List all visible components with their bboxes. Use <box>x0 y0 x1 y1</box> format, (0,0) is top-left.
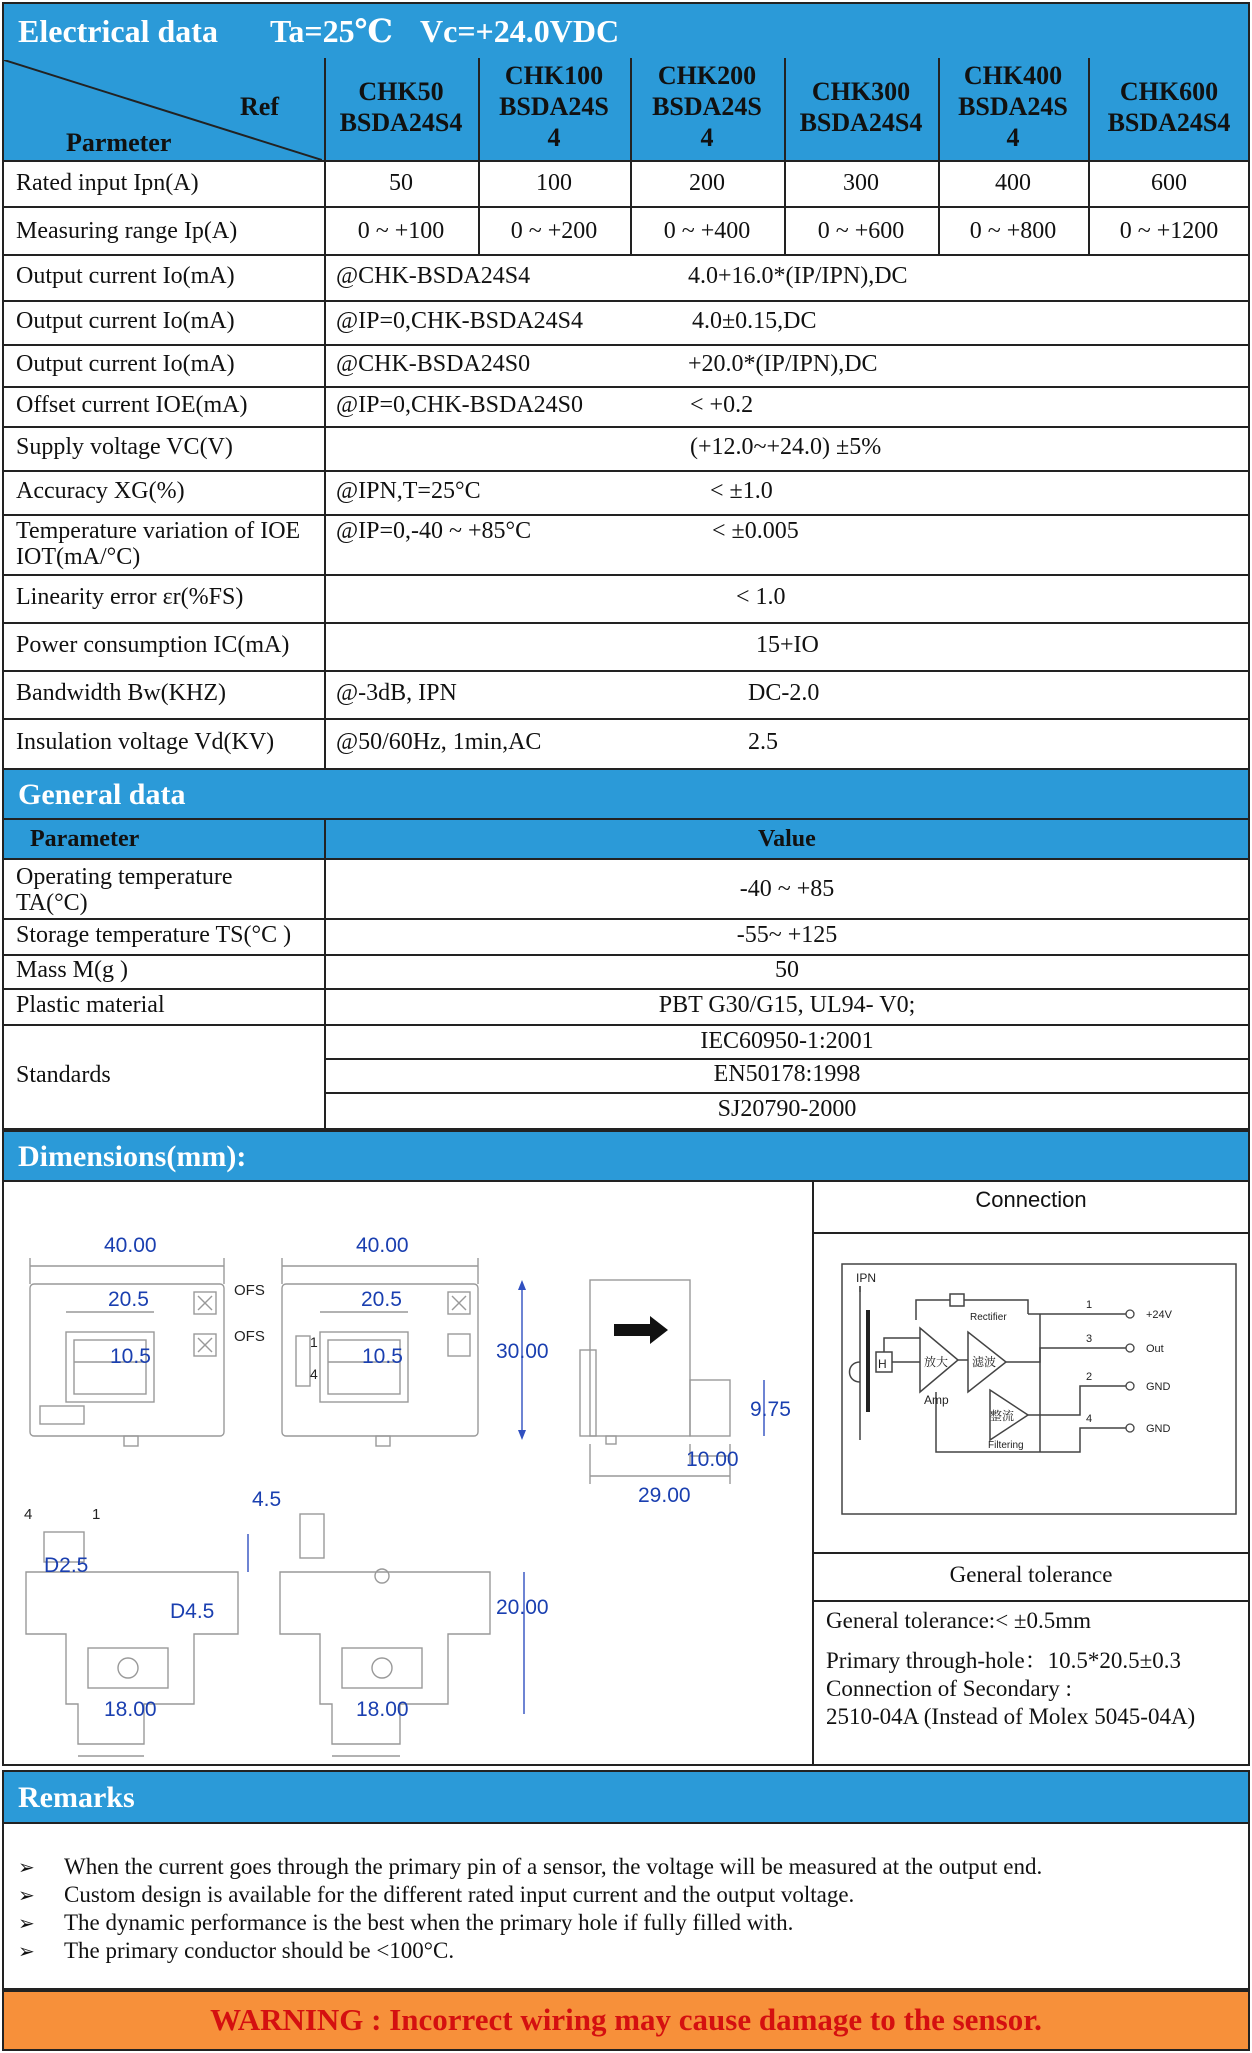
spec-row-condition: @IP=0,CHK-BSDA24S0 <box>336 392 584 418</box>
storage-temp-value: -55~ +125 <box>736 922 838 948</box>
dim-10-5-left: 10.5 <box>110 1345 151 1368</box>
dim-pin-4: 4 <box>24 1506 33 1523</box>
spec-row-value: (+12.0~+24.0) ±5% <box>690 434 882 460</box>
remark-text: The dynamic performance is the best when the primary hole if fully filled with. <box>64 1910 794 1935</box>
spec-row-condition: @IP=0,CHK-BSDA24S4 <box>336 308 584 334</box>
dim-ofs-2: OFS <box>234 1328 265 1345</box>
model-header-line: BSDA24S4 <box>799 108 923 137</box>
model-header-line: 4 <box>1006 123 1020 152</box>
circuit-pin-4: 4 <box>1086 1413 1093 1425</box>
spec-row-value: < +0.2 <box>690 392 754 418</box>
tolerance-line-3: Connection of Secondary : <box>826 1676 1072 1701</box>
measuring-range-value: 0 ~ +1200 <box>1119 218 1219 244</box>
electrical-title: Electrical data <box>18 13 218 49</box>
circuit-terminal-24v: +24V <box>1146 1309 1172 1321</box>
circuit-filt-cn: 整流 <box>990 1409 1015 1423</box>
dim-20: 20.00 <box>496 1596 549 1619</box>
dim-d4-5: D4.5 <box>170 1600 215 1623</box>
dim-ofs-1: OFS <box>234 1282 265 1299</box>
general-title-bar <box>2 768 1250 820</box>
corner-ref-label: Ref <box>240 92 279 121</box>
circuit-rectifier: Rectifier <box>970 1312 1007 1323</box>
standard-item: SJ20790-2000 <box>717 1096 857 1122</box>
spec-row-label-2: IOT(mA/°C) <box>16 544 141 570</box>
measuring-range-value: 0 ~ +100 <box>357 218 445 244</box>
dim-20-5-left: 20.5 <box>108 1288 149 1311</box>
connection-schematic <box>840 1262 1240 1522</box>
circuit-terminal-out: Out <box>1146 1343 1164 1355</box>
plastic-material-label: Plastic material <box>16 992 165 1018</box>
spec-row-condition: @-3dB, IPN <box>336 680 457 706</box>
rated-input-value: 50 <box>389 170 413 196</box>
spec-row-value: < 1.0 <box>736 584 786 610</box>
general-header-row <box>2 820 1250 860</box>
circuit-pin-3: 3 <box>1086 1333 1093 1345</box>
dim-18-left: 18.00 <box>104 1698 157 1721</box>
dim-pin-1: 1 <box>92 1506 101 1523</box>
circuit-terminal-gnd1: GND <box>1146 1381 1171 1393</box>
dim-40-right: 40.00 <box>356 1234 409 1257</box>
warning-text: WARNING : Incorrect wiring may cause damage to the sensor. <box>210 2002 1042 2037</box>
mass-label: Mass M(g ) <box>16 957 128 983</box>
remark-text: When the current goes through the primary pin of a sensor, the voltage will be measured at the output end. <box>64 1854 1043 1879</box>
spec-row-label: Power consumption IC(mA) <box>16 632 290 658</box>
dim-20-5-right: 20.5 <box>361 1288 402 1311</box>
spec-row-label: Output current Io(mA) <box>16 308 235 334</box>
remark-item <box>18 1938 454 1964</box>
dim-10: 10.00 <box>686 1448 739 1471</box>
model-header <box>938 60 1088 153</box>
spec-row-value: 4.0+16.0*(IP/IPN),DC <box>688 263 908 289</box>
remark-item <box>18 1910 793 1936</box>
dimensions-title-bar <box>2 1130 1250 1182</box>
dim-30: 30.00 <box>496 1340 549 1363</box>
model-header-line: BSDA24S4 <box>339 108 463 137</box>
model-header-line: CHK600 <box>1119 77 1219 106</box>
spec-row-value: < ±0.005 <box>712 518 799 544</box>
measuring-range-value: 0 ~ +400 <box>663 218 751 244</box>
standards-label: Standards <box>16 1062 111 1088</box>
remark-text: Custom design is available for the different rated input current and the output voltage. <box>64 1882 855 1907</box>
model-header-line: CHK50 <box>358 77 444 106</box>
rated-input-label: Rated input Ipn(A) <box>16 170 199 196</box>
tolerance-line-1: General tolerance:< ±0.5mm <box>826 1608 1092 1633</box>
spec-row-label: Temperature variation of IOE <box>16 518 301 544</box>
spec-row-label: Supply voltage VC(V) <box>16 434 233 460</box>
model-header-line: CHK400 <box>963 61 1063 90</box>
circuit-pin-1: 1 <box>1086 1299 1093 1311</box>
dim-4-5: 4.5 <box>252 1488 282 1511</box>
model-header-line: BSDA24S4 <box>1107 108 1231 137</box>
general-col-value: Value <box>758 826 816 852</box>
spec-row-label: Output current Io(mA) <box>16 263 235 289</box>
plastic-material-value: PBT G30/G15, UL94- V0; <box>658 992 916 1018</box>
circuit-filtering: Filtering <box>988 1440 1024 1451</box>
remark-item <box>18 1882 854 1908</box>
spec-row-condition: @50/60Hz, 1min,AC <box>336 729 542 755</box>
model-header <box>784 76 938 138</box>
general-title: General data <box>18 778 186 811</box>
model-header-line: CHK300 <box>811 77 911 106</box>
tolerance-line-4: 2510-04A (Instead of Molex 5045-04A) <box>826 1704 1196 1729</box>
spec-row-label: Linearity error εr(%FS) <box>16 584 244 610</box>
dim-pin-4-front: 4 <box>310 1366 318 1382</box>
spec-row-condition: @IP=0,-40 ~ +85°C <box>336 518 532 544</box>
spec-row-value: 4.0±0.15,DC <box>692 308 817 334</box>
circuit-rect-cn: 滤波 <box>972 1355 997 1369</box>
remark-item <box>18 1854 1042 1880</box>
spec-row-value: +20.0*(IP/IPN),DC <box>688 351 878 377</box>
spec-row-label: Output current Io(mA) <box>16 351 235 377</box>
corner-param-label: Parmeter <box>66 128 172 157</box>
model-header-line: BSDA24S <box>958 92 1068 121</box>
rated-input-value: 600 <box>1151 170 1187 196</box>
dim-29: 29.00 <box>638 1484 691 1507</box>
mass-value: 50 <box>775 957 799 983</box>
circuit-amp-cn: 放大 <box>924 1355 949 1369</box>
circuit-amp: Amp <box>924 1393 949 1407</box>
dim-9-75: 9.75 <box>750 1398 791 1421</box>
spec-row-value: < ±1.0 <box>710 478 773 504</box>
general-col-param: Parameter <box>30 826 140 852</box>
remark-text: The primary conductor should be <100°C. <box>64 1938 455 1963</box>
spec-row-label: Insulation voltage Vd(KV) <box>16 729 275 755</box>
dim-10-5-right: 10.5 <box>362 1345 403 1368</box>
bullet-arrow-icon: ➢ <box>18 1911 35 1935</box>
spec-row-label: Accuracy XG(%) <box>16 478 185 504</box>
op-temp-label-2: TA(°C) <box>16 890 88 916</box>
rated-input-value: 100 <box>536 170 572 196</box>
standard-item: EN50178:1998 <box>713 1061 861 1087</box>
circuit-ipn: IPN <box>856 1271 877 1285</box>
spec-row-value: 15+IO <box>756 632 819 658</box>
remarks-title: Remarks <box>18 1781 135 1814</box>
spec-row-label: Bandwidth Bw(KHZ) <box>16 680 226 706</box>
electrical-title-bar <box>2 2 1250 60</box>
model-header <box>630 60 784 153</box>
rated-input-value: 300 <box>843 170 879 196</box>
dim-18-right: 18.00 <box>356 1698 409 1721</box>
model-header-line: CHK100 <box>504 61 604 90</box>
measuring-range-value: 0 ~ +200 <box>510 218 598 244</box>
dimensions-title: Dimensions(mm): <box>18 1140 247 1173</box>
rated-input-value: 200 <box>689 170 725 196</box>
electrical-vc: Vc=+24.0VDC <box>420 13 620 49</box>
spec-row-label: Offset current IOE(mA) <box>16 392 248 418</box>
model-header <box>1088 76 1250 138</box>
bullet-arrow-icon: ➢ <box>18 1883 35 1907</box>
model-header-line: 4 <box>547 123 561 152</box>
dim-d2-5: D2.5 <box>44 1554 89 1577</box>
spec-row-condition: @CHK-BSDA24S4 <box>336 263 531 289</box>
circuit-h: H <box>878 1357 887 1371</box>
dim-pin-1-front: 1 <box>310 1334 318 1350</box>
model-header-line: BSDA24S <box>499 92 609 121</box>
mechanical-drawing <box>4 1184 810 1764</box>
model-header-line: CHK200 <box>657 61 757 90</box>
dim-40-left: 40.00 <box>104 1234 157 1257</box>
electrical-ta: Ta=25℃ <box>270 13 393 49</box>
circuit-terminal-gnd2: GND <box>1146 1423 1171 1435</box>
remarks-title-bar <box>2 1770 1250 1824</box>
warning-banner <box>2 1990 1250 2051</box>
storage-temp-label: Storage temperature TS(°C ) <box>16 922 292 948</box>
bullet-arrow-icon: ➢ <box>18 1939 35 1963</box>
spec-row-value: DC-2.0 <box>748 680 820 706</box>
model-header <box>324 76 478 138</box>
circuit-pin-2: 2 <box>1086 1371 1093 1383</box>
spec-row-condition: @CHK-BSDA24S0 <box>336 351 531 377</box>
rated-input-value: 400 <box>995 170 1031 196</box>
tolerance-line-2: Primary through-hole：10.5*20.5±0.3 <box>826 1648 1182 1673</box>
tolerance-title: General tolerance <box>949 1562 1113 1587</box>
standard-item: IEC60950-1:2001 <box>700 1028 874 1054</box>
measuring-range-label: Measuring range Ip(A) <box>16 218 238 244</box>
spec-row-value: 2.5 <box>748 729 778 755</box>
model-header-line: 4 <box>700 123 714 152</box>
measuring-range-value: 0 ~ +600 <box>817 218 905 244</box>
model-header-line: BSDA24S <box>652 92 762 121</box>
bullet-arrow-icon: ➢ <box>18 1855 35 1879</box>
model-header <box>478 60 630 153</box>
measuring-range-value: 0 ~ +800 <box>969 218 1057 244</box>
op-temp-label: Operating temperature <box>16 864 233 890</box>
op-temp-value: -40 ~ +85 <box>739 876 835 902</box>
spec-row-condition: @IPN,T=25°C <box>336 478 481 504</box>
connection-title: Connection <box>975 1187 1087 1212</box>
